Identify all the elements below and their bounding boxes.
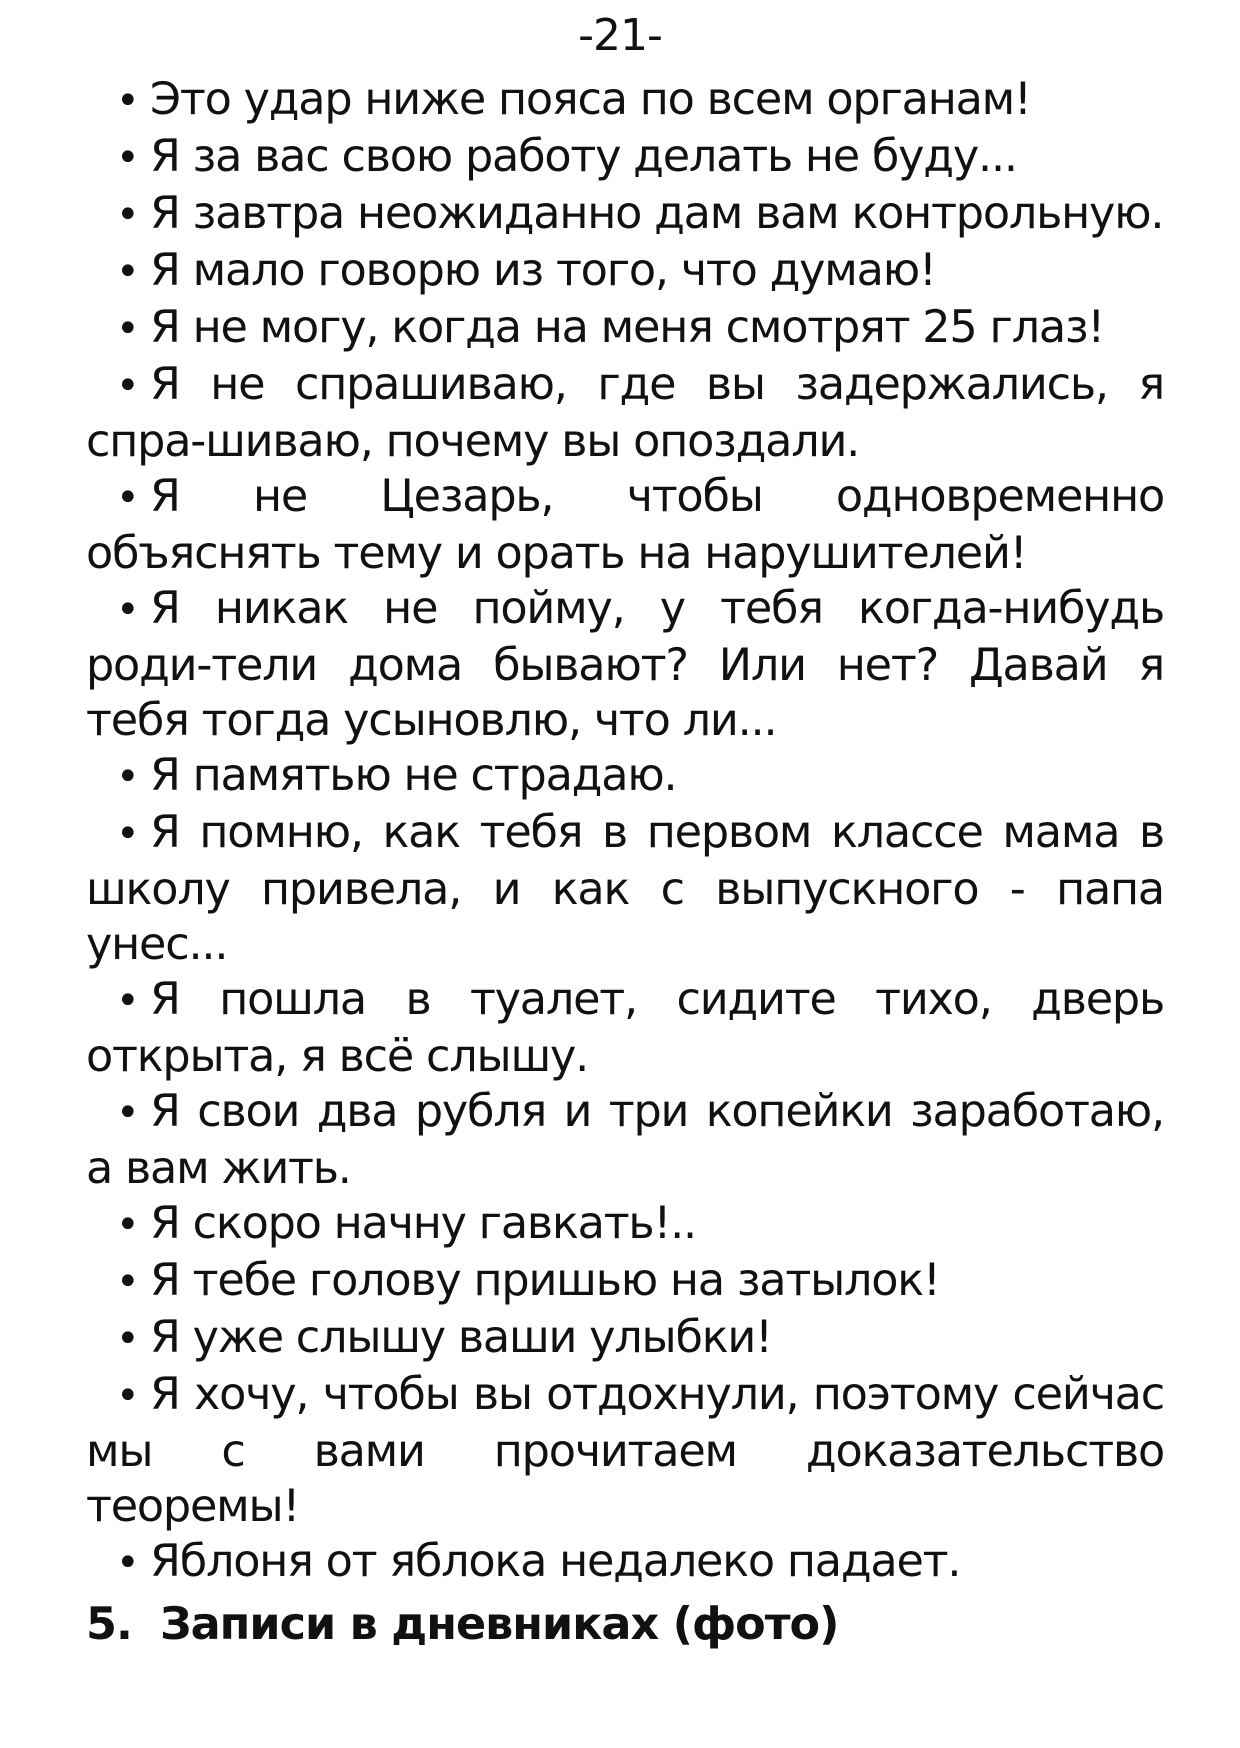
bullet-icon: • <box>116 754 139 800</box>
list-item-text: Я никак не пойму, у тебя когда-нибудь роди-тели дома бывают? Или нет? Давай я тебя тогда усыновлю, что ли... <box>86 583 1164 746</box>
list-item <box>86 972 1164 1084</box>
bullet-icon: • <box>116 1090 139 1136</box>
list-item-text: Я не спрашиваю, где вы задержались, я спра-шиваю, почему вы опоздали. <box>86 359 1164 467</box>
list-item <box>86 1196 1164 1253</box>
section-heading <box>86 1597 1164 1652</box>
list-item <box>86 1253 1164 1310</box>
list-item <box>86 1534 1164 1591</box>
list-item-text: Я завтра неожиданно дам вам контрольную. <box>150 188 1164 239</box>
bullet-icon: • <box>116 135 139 181</box>
list-item-text: Я за вас свою работу делать не буду... <box>150 131 1017 182</box>
list-item <box>86 300 1164 357</box>
bullet-icon: • <box>116 78 139 124</box>
bullet-icon: • <box>116 192 139 238</box>
list-item-text: Это удар ниже пояса по всем органам! <box>150 74 1031 125</box>
list-item <box>86 357 1164 469</box>
list-item <box>86 805 1164 972</box>
list-item <box>86 581 1164 748</box>
section-number: 5. <box>86 1599 132 1650</box>
list-item <box>86 469 1164 581</box>
list-item-text: Я тебе голову пришью на затылок! <box>150 1255 940 1306</box>
list-item-text: Я хочу, чтобы вы отдохнули, поэтому сейчас мы с вами прочитаем доказательство теоремы! <box>86 1369 1164 1532</box>
list-item-text: Я скоро начну гавкать!.. <box>150 1198 696 1249</box>
bullet-icon: • <box>116 811 139 857</box>
list-item-text: Я пошла в туалет, сидите тихо, дверь открыта, я всё слышу. <box>86 974 1164 1082</box>
list-item <box>86 129 1164 186</box>
bullet-icon: • <box>116 475 139 521</box>
bullet-icon: • <box>116 1540 139 1586</box>
bullet-icon: • <box>116 1259 139 1305</box>
list-item-text: Я помню, как тебя в первом классе мама в школу привела, и как с выпускного - папа унес... <box>86 807 1164 970</box>
section-title: Записи в дневниках (фото) <box>160 1599 839 1650</box>
bullet-icon: • <box>116 1202 139 1248</box>
list-item-text: Я памятью не страдаю. <box>150 750 677 801</box>
list-item-text: Я не Цезарь, чтобы одновременно объяснять тему и орать на нарушителей! <box>86 471 1164 579</box>
bullet-icon: • <box>116 587 139 633</box>
list-item-text: Я не могу, когда на меня смотрят 25 глаз! <box>150 302 1105 353</box>
bullet-icon: • <box>116 1373 139 1419</box>
list-item <box>86 186 1164 243</box>
bullet-icon: • <box>116 306 139 352</box>
bullet-icon: • <box>116 978 139 1024</box>
list-item <box>86 243 1164 300</box>
bullet-icon: • <box>116 363 139 409</box>
list-item-text: Я уже слышу ваши улыбки! <box>150 1312 772 1363</box>
list-item <box>86 1367 1164 1534</box>
list-item <box>86 748 1164 805</box>
list-item-text: Яблоня от яблока недалеко падает. <box>150 1536 961 1587</box>
page-number: -21- <box>578 10 662 61</box>
page-content <box>86 72 1164 1652</box>
list-item-text: Я мало говорю из того, что думаю! <box>150 245 936 296</box>
bullet-icon: • <box>116 249 139 295</box>
list-item <box>86 72 1164 129</box>
list-item-text: Я свои два рубля и три копейки заработаю, а вам жить. <box>86 1086 1164 1194</box>
bullet-icon: • <box>116 1316 139 1362</box>
list-item <box>86 1310 1164 1367</box>
list-item <box>86 1084 1164 1196</box>
